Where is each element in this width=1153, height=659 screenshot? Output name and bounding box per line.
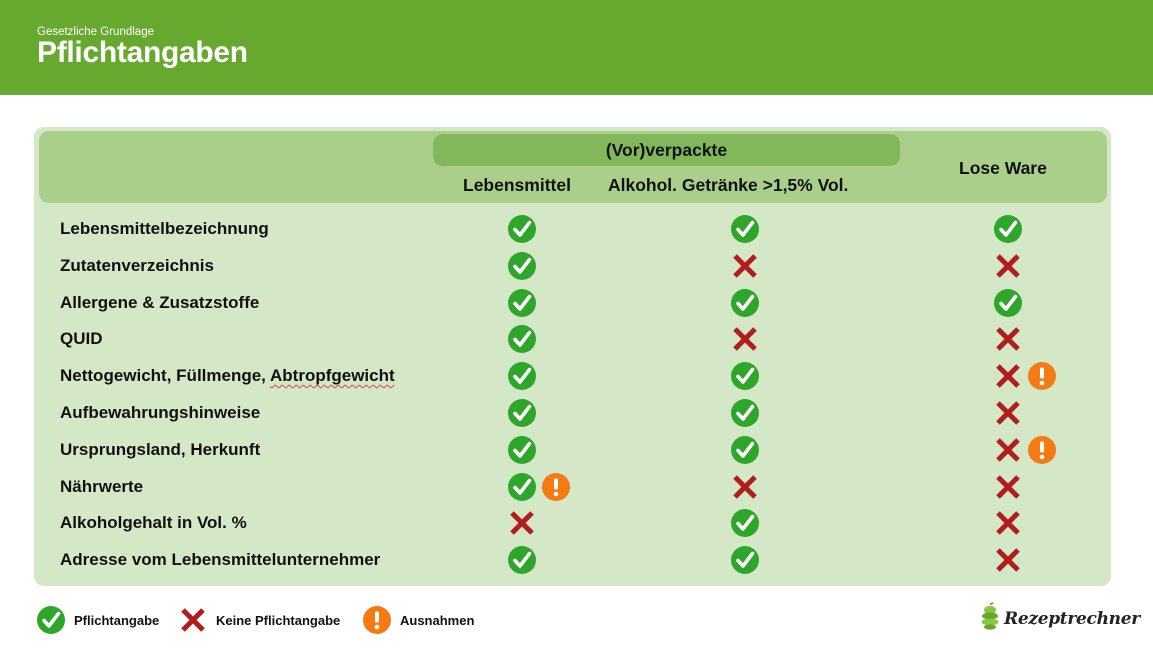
row-label: Adresse vom Lebensmittelunternehmer xyxy=(60,550,381,570)
check-icon xyxy=(507,324,537,354)
check-icon xyxy=(730,545,760,575)
brand-logo xyxy=(980,602,1140,635)
check-icon xyxy=(507,288,537,318)
check-icon xyxy=(507,214,537,244)
row-label: QUID xyxy=(60,329,103,349)
cross-icon xyxy=(993,361,1023,391)
cross-icon xyxy=(993,435,1023,465)
check-icon xyxy=(993,288,1023,318)
legend-exception-label: Ausnahmen xyxy=(400,612,475,628)
check-icon xyxy=(730,288,760,318)
cross-icon xyxy=(993,472,1023,502)
column-header-lebensmittel: Lebensmittel xyxy=(463,175,571,195)
check-icon xyxy=(507,361,537,391)
row-label: Allergene & Zusatzstoffe xyxy=(60,292,260,312)
cross-icon xyxy=(993,508,1023,538)
column-header-alkohol: Alkohol. Getränke >1,5% Vol. xyxy=(608,175,849,195)
cross-icon xyxy=(507,508,537,538)
header-banner xyxy=(0,0,1153,95)
row-label: Zutatenverzeichnis xyxy=(60,255,214,275)
check-icon xyxy=(36,605,66,635)
cross-icon xyxy=(993,398,1023,428)
check-icon xyxy=(507,251,537,281)
check-icon xyxy=(507,398,537,428)
exception-icon xyxy=(1027,435,1057,465)
cross-icon xyxy=(993,251,1023,281)
check-icon xyxy=(730,435,760,465)
exception-icon xyxy=(362,605,392,635)
cross-icon xyxy=(730,324,760,354)
cross-icon xyxy=(730,251,760,281)
exception-icon xyxy=(541,472,571,502)
legend-check xyxy=(36,605,159,635)
cross-icon xyxy=(993,545,1023,575)
legend-cross-label: Keine Pflichtangabe xyxy=(216,612,341,628)
check-icon xyxy=(507,545,537,575)
exception-icon xyxy=(1027,361,1057,391)
legend-cross xyxy=(178,605,340,635)
check-icon xyxy=(730,361,760,391)
cross-icon xyxy=(730,472,760,502)
page-subtitle: Gesetzliche Grundlage xyxy=(37,26,154,38)
check-icon xyxy=(507,435,537,465)
row-label: Ursprungsland, Herkunft xyxy=(60,439,261,459)
group-header-prepacked: (Vor)verpackte xyxy=(433,134,900,166)
legend-check-label: Pflichtangabe xyxy=(74,612,160,628)
check-icon xyxy=(730,508,760,538)
apple-stack-icon xyxy=(980,602,1000,635)
column-header-lose-ware: Lose Ware xyxy=(959,158,1047,178)
brand-logo-text: Rezeptrechner xyxy=(1004,608,1140,629)
row-label: Aufbewahrungshinweise xyxy=(60,403,261,422)
check-icon xyxy=(993,214,1023,244)
check-icon xyxy=(507,472,537,502)
row-label: Nährwerte xyxy=(60,476,144,496)
row-label: Alkoholgehalt in Vol. % xyxy=(60,513,247,533)
cross-icon xyxy=(993,324,1023,354)
check-icon xyxy=(730,214,760,244)
cross-icon xyxy=(178,605,208,635)
page-title: Pflichtangaben xyxy=(37,36,248,69)
legend-exception xyxy=(362,605,474,635)
row-label: Lebensmittelbezeichnung xyxy=(60,219,269,238)
check-icon xyxy=(730,398,760,428)
row-label: Nettogewicht, Füllmenge, Abtropfgewicht xyxy=(60,366,395,386)
